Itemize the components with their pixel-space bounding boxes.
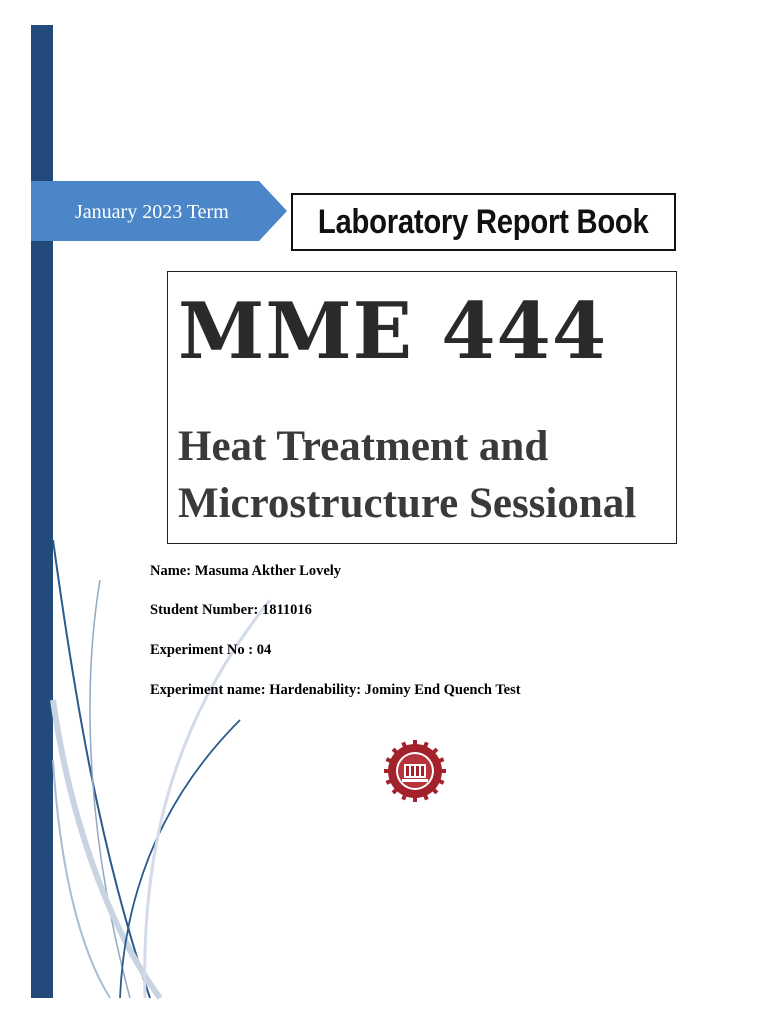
experiment-no-label: Experiment No : xyxy=(150,642,254,658)
student-name-label: Name: xyxy=(150,563,192,579)
course-code: MME 444 xyxy=(178,286,608,377)
term-label: January 2023 Term xyxy=(75,201,229,223)
university-seal-icon xyxy=(384,740,446,802)
experiment-name-label: Experiment name: xyxy=(150,682,266,698)
experiment-name-value: Hardenability: Jominy End Quench Test xyxy=(269,682,521,698)
student-number-value: 1811016 xyxy=(261,602,312,618)
report-title-box xyxy=(291,193,676,251)
course-name: Heat Treatment and Microstructure Sessional xyxy=(178,423,637,527)
student-number-line xyxy=(150,602,312,619)
student-name-line xyxy=(150,563,341,580)
experiment-no-value: 04 xyxy=(256,642,272,658)
experiment-name-line xyxy=(150,682,521,699)
report-title: Laboratory Report Book xyxy=(318,202,649,241)
experiment-no-line xyxy=(150,642,271,659)
term-banner xyxy=(31,181,287,241)
side-bar-decoration xyxy=(31,25,53,998)
course-box xyxy=(167,271,677,544)
student-name-value: Masuma Akther Lovely xyxy=(194,563,342,579)
student-number-label: Student Number: xyxy=(150,602,259,618)
